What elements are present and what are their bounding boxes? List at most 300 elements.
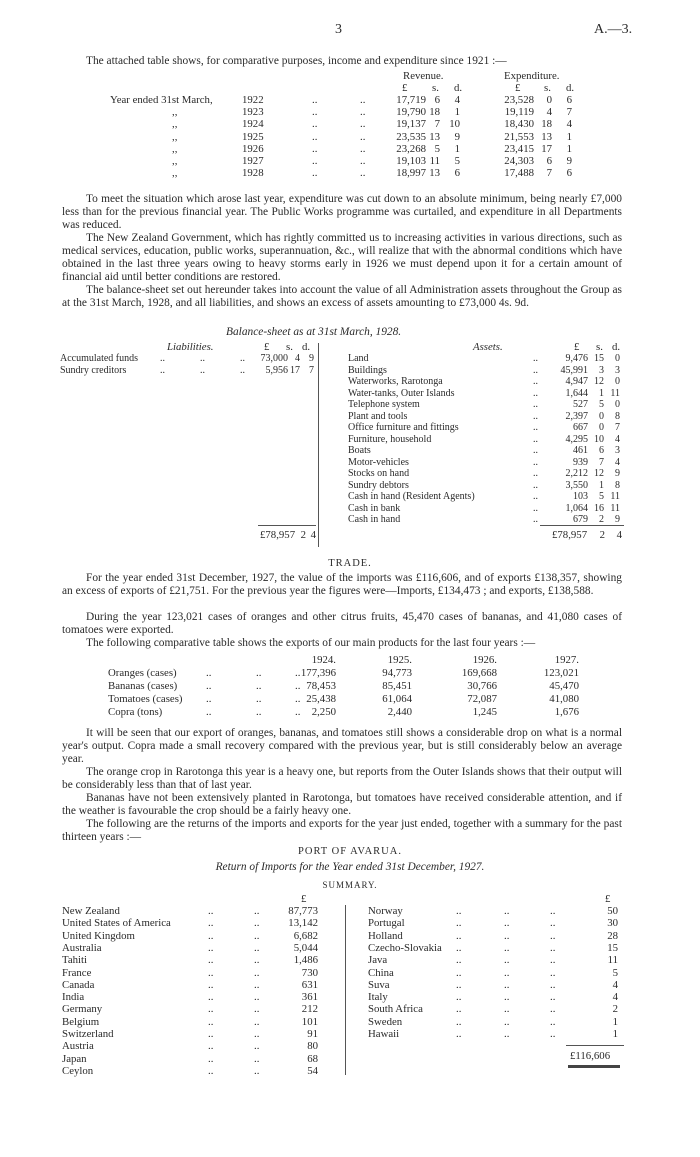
import-country: Germany — [62, 1003, 103, 1016]
asset-pounds: 667 — [573, 422, 588, 433]
import-country: New Zealand — [62, 905, 120, 917]
import-value: 30 — [607, 917, 618, 930]
expenditure-shillings: 4 — [546, 106, 552, 119]
leader-dots: .. — [312, 118, 318, 131]
leader-dots: .. — [550, 1003, 556, 1016]
unit-shilling: s. — [544, 82, 551, 94]
leader-dots: .. — [456, 929, 462, 942]
asset-pounds: 939 — [573, 456, 588, 468]
revenue-pence: 5 — [454, 155, 460, 167]
leader-dots: .. — [533, 353, 538, 364]
leader-dots: .. — [254, 991, 260, 1004]
import-country: France — [62, 966, 92, 979]
leader-dots: .. — [360, 167, 366, 180]
asset-pence: 11 — [610, 491, 620, 502]
leader-dots: .. — [254, 929, 260, 942]
unit-pound: £ — [402, 82, 408, 94]
leader-dots: .. — [208, 991, 214, 1004]
imports-title: Return of Imports for the Year ended 31st December, 1927. — [215, 861, 485, 873]
expenditure-pence: 9 — [566, 155, 572, 167]
revenue-pence: 1 — [454, 106, 460, 119]
unit-pound: £ — [264, 341, 270, 353]
asset-pounds: 1,644 — [565, 387, 588, 399]
asset-pence: 3 — [615, 445, 620, 456]
import-value: 6,682 — [293, 929, 318, 942]
revenue-shillings: 11 — [429, 155, 440, 167]
asset-shillings: 1 — [599, 479, 604, 491]
leader-dots: .. — [208, 966, 214, 979]
asset-name: Cash in hand — [348, 514, 401, 525]
leader-dots: .. — [254, 1064, 260, 1077]
leader-dots: .. — [295, 680, 301, 692]
import-value: 68 — [307, 1052, 318, 1065]
import-value: 87,773 — [288, 905, 318, 917]
asset-pounds: 2,212 — [565, 468, 588, 479]
leader-dots: .. — [456, 1003, 462, 1016]
leader-dots: .. — [312, 167, 318, 180]
leader-dots: .. — [550, 966, 556, 979]
leader-dots: .. — [533, 514, 538, 525]
export-value: 72,087 — [467, 693, 497, 705]
liabilities-total-shillings: 2 — [300, 529, 306, 541]
year-label: Year ended 31st March, — [110, 94, 213, 106]
asset-shillings: 7 — [599, 456, 604, 468]
leader-dots: .. — [200, 364, 205, 376]
expenditure-pence: 1 — [566, 142, 572, 155]
asset-pence: 0 — [615, 353, 620, 364]
year: 1928 — [242, 167, 264, 180]
import-country: Switzerland — [62, 1028, 114, 1040]
exports-table — [0, 654, 700, 724]
asset-pounds: 3,550 — [565, 479, 588, 491]
trade-heading: TRADE. — [328, 558, 372, 569]
unit-pence: d. — [302, 341, 311, 353]
expenditure-pence: 6 — [566, 94, 572, 106]
revenue-pounds: 17,719 — [396, 94, 426, 106]
export-value: 41,080 — [549, 693, 579, 705]
expenditure-pounds: 21,553 — [504, 130, 534, 143]
income-expenditure-table — [0, 70, 700, 190]
import-country: India — [62, 991, 85, 1004]
asset-name: Office furniture and fittings — [348, 422, 459, 433]
asset-pence: 9 — [615, 514, 620, 525]
asset-name: Cash in hand (Resident Agents) — [348, 491, 475, 502]
asset-pounds: 103 — [573, 491, 588, 502]
export-value: 25,438 — [306, 693, 336, 705]
revenue-pence: 6 — [454, 167, 460, 180]
leader-dots: .. — [504, 1015, 510, 1028]
leader-dots: .. — [254, 1003, 260, 1016]
leader-dots: .. — [206, 667, 212, 679]
asset-pounds: 4,947 — [565, 376, 588, 387]
imports-total-double-rule — [568, 1065, 620, 1068]
asset-shillings: 5 — [599, 399, 604, 410]
import-value: 1,486 — [293, 954, 318, 967]
export-value: 78,453 — [306, 680, 336, 692]
unit-pence: d. — [612, 341, 621, 353]
import-country: Portugal — [368, 917, 405, 930]
leader-dots: .. — [254, 917, 260, 930]
expenditure-shillings: 6 — [546, 155, 552, 167]
leader-dots: .. — [550, 929, 556, 942]
export-year-header: 1924. — [311, 654, 336, 666]
asset-pence: 8 — [615, 479, 620, 491]
liability-pence: 9 — [309, 353, 314, 364]
revenue-shillings: 7 — [434, 118, 440, 131]
asset-shillings: 5 — [599, 491, 604, 502]
balance-sheet-title: Balance-sheet as at 31st March, 1928. — [226, 326, 402, 338]
leader-dots: .. — [550, 941, 556, 954]
leader-dots: .. — [160, 353, 165, 364]
leader-dots: .. — [208, 941, 214, 954]
leader-dots: .. — [254, 1052, 260, 1065]
import-country: Hawaii — [368, 1028, 400, 1040]
year: 1925 — [242, 130, 264, 143]
export-product-name: Tomatoes (cases) — [108, 693, 183, 705]
asset-pence: 0 — [615, 399, 620, 410]
export-value: 94,773 — [382, 667, 412, 679]
unit-pound-left: £ — [301, 893, 307, 905]
revenue-shillings: 13 — [429, 130, 440, 143]
import-value: 631 — [301, 978, 318, 991]
asset-pounds: 1,064 — [565, 502, 588, 514]
paragraph-expenditure: To meet the situation which arose last year, expenditure was cut down to an absolute minimum, being nearly £7,000 less than for the previous financial year. The Public Works programme was curtailed, and expenditure in all Departments was reduced. — [62, 193, 622, 231]
unit-pence: d. — [566, 82, 575, 94]
leader-dots: .. — [256, 667, 262, 679]
export-value: 1,245 — [472, 706, 497, 718]
leader-dots: .. — [504, 978, 510, 991]
import-value: 101 — [301, 1015, 318, 1028]
asset-pence: 8 — [615, 410, 620, 422]
asset-name: Plant and tools — [348, 410, 408, 422]
leader-dots: .. — [533, 387, 538, 399]
export-value: 169,668 — [461, 667, 497, 679]
leader-dots: .. — [456, 941, 462, 954]
revenue-pence: 10 — [449, 118, 460, 131]
balance-divider — [318, 343, 319, 547]
import-value: 1 — [612, 1028, 618, 1040]
imports-divider — [345, 905, 346, 1075]
revenue-pence: 9 — [454, 130, 460, 143]
paragraph-trade-values: For the year ended 31st December, 1927, the value of the imports was £116,606, and of exports £138,357, showing an excess of exports of £21,751. For the previous year the figures were—Imports, £134,473 ; and exports, £138,588. — [62, 572, 622, 597]
leader-dots: .. — [360, 142, 366, 155]
leader-dots: .. — [240, 353, 245, 364]
expenditure-shillings: 0 — [546, 94, 552, 106]
leader-dots: .. — [533, 364, 538, 376]
leader-dots: .. — [504, 1028, 510, 1040]
leader-dots: .. — [254, 941, 260, 954]
liabilities-total: £78,957 — [260, 529, 296, 541]
import-country: Java — [368, 954, 388, 967]
paragraph-cases-exported: During the year 123,021 cases of oranges and other citrus fruits, 45,470 cases of bananas, and 41,080 cases of tomatoes were exported. — [62, 611, 622, 636]
import-country: Ceylon — [62, 1064, 94, 1077]
asset-name: Waterworks, Rarotonga — [348, 376, 443, 387]
leader-dots: .. — [456, 954, 462, 967]
leader-dots: .. — [312, 94, 318, 106]
leader-dots: .. — [254, 1040, 260, 1053]
year: 1926 — [242, 142, 264, 155]
leader-dots: .. — [550, 1028, 556, 1040]
asset-pence: 4 — [615, 433, 620, 445]
leader-dots: .. — [312, 106, 318, 119]
liabilities-total-rule — [258, 525, 316, 526]
revenue-pence: 4 — [454, 94, 460, 106]
paragraph-drop: It will be seen that our export of oranges, bananas, and tomatoes still shows a considerable drop on what is a normal year's output. Copra made a small recovery compared with the previous year, but is still considerably below an average year. — [62, 727, 622, 765]
import-value: 80 — [307, 1040, 318, 1053]
export-value: 177,396 — [300, 667, 336, 679]
leader-dots: .. — [533, 410, 538, 422]
liabilities-heading: Liabilities. — [167, 341, 214, 353]
assets-total-shillings: 2 — [599, 529, 605, 541]
paragraph-nz-government: The New Zealand Government, which has rightly committed us to increasing activities in various directions, such as medical services, education, public works, superannuation, &c., will realize that with the abnormal conditions which have obtained in the last three years owing to heavy storms early in 1926 we must depend upon it for a certain amount of financial aid until better conditions are restored. — [62, 232, 622, 283]
leader-dots: .. — [208, 1015, 214, 1028]
import-country: Norway — [368, 905, 403, 917]
leader-dots: .. — [312, 142, 318, 155]
import-country: South Africa — [368, 1003, 423, 1016]
expenditure-shillings: 17 — [541, 142, 552, 155]
leader-dots: .. — [208, 929, 214, 942]
leader-dots: .. — [456, 978, 462, 991]
leader-dots: .. — [206, 706, 212, 718]
asset-pounds: 679 — [573, 514, 588, 525]
assets-total-pence: 4 — [616, 529, 622, 541]
import-country: Holland — [368, 929, 403, 942]
leader-dots: .. — [504, 966, 510, 979]
asset-shillings: 6 — [599, 445, 604, 456]
export-value: 45,470 — [549, 680, 579, 692]
import-value: 2 — [612, 1003, 618, 1016]
leader-dots: .. — [254, 1028, 260, 1040]
export-product-name: Oranges (cases) — [108, 667, 177, 679]
asset-pounds: 461 — [573, 445, 588, 456]
liability-shillings: 4 — [295, 353, 300, 364]
paragraph-balance-intro: The balance-sheet set out hereunder takes into account the value of all Administration assets throughout the Group as at the 31st March, 1928, and all liabilities, and shows an excess of assets amounting to £73,000 4s. 9d. — [62, 284, 622, 309]
import-value: 1 — [612, 1015, 618, 1028]
leader-dots: .. — [254, 1015, 260, 1028]
leader-dots: .. — [456, 1028, 462, 1040]
leader-dots: .. — [254, 966, 260, 979]
liability-name: Accumulated funds — [60, 353, 139, 364]
expenditure-pence: 6 — [566, 167, 572, 180]
asset-pence: 11 — [610, 502, 620, 514]
import-country: Suva — [368, 978, 390, 991]
leader-dots: .. — [504, 917, 510, 930]
import-country: United Kingdom — [62, 929, 135, 942]
asset-pounds: 45,991 — [560, 364, 588, 376]
leader-dots: .. — [208, 954, 214, 967]
asset-shillings: 1 — [599, 387, 604, 399]
asset-shillings: 10 — [594, 433, 604, 445]
leader-dots: .. — [533, 433, 538, 445]
year: 1924 — [242, 118, 264, 131]
leader-dots: .. — [533, 468, 538, 479]
expenditure-shillings: 7 — [546, 167, 552, 180]
import-value: 54 — [307, 1064, 318, 1077]
leader-dots: .. — [504, 941, 510, 954]
leader-dots: .. — [295, 667, 301, 679]
leader-dots: .. — [240, 364, 245, 376]
liability-pounds: 73,000 — [260, 353, 288, 364]
leader-dots: .. — [550, 1015, 556, 1028]
leader-dots: .. — [208, 1064, 214, 1077]
imports-total: £116,606 — [570, 1050, 611, 1062]
export-value: 30,766 — [467, 680, 497, 692]
asset-name: Sundry debtors — [348, 479, 409, 491]
paragraph-comparative-intro: The following comparative table shows the exports of our main products for the last four years :— — [86, 637, 536, 649]
asset-pence: 4 — [615, 456, 620, 468]
export-value: 85,451 — [382, 680, 412, 692]
asset-name: Stocks on hand — [348, 468, 410, 479]
import-country: Japan — [62, 1052, 87, 1065]
export-product-name: Copra (tons) — [108, 706, 163, 718]
expenditure-shillings: 13 — [541, 130, 552, 143]
ditto-mark: ,, — [172, 155, 178, 167]
import-value: 91 — [307, 1028, 318, 1040]
asset-shillings: 0 — [599, 410, 604, 422]
leader-dots: .. — [208, 1003, 214, 1016]
asset-name: Boats — [348, 445, 371, 456]
asset-name: Water-tanks, Outer Islands — [348, 387, 455, 399]
unit-pound: £ — [574, 341, 580, 353]
expenditure-pence: 1 — [566, 130, 572, 143]
import-value: 361 — [301, 991, 318, 1004]
leader-dots: .. — [360, 130, 366, 143]
leader-dots: .. — [360, 155, 366, 167]
import-country: Belgium — [62, 1015, 100, 1028]
import-value: 15 — [607, 941, 618, 954]
asset-pence: 3 — [615, 364, 620, 376]
leader-dots: .. — [550, 978, 556, 991]
imports-summary-table — [0, 893, 700, 1077]
export-product-name: Bananas (cases) — [108, 680, 178, 692]
asset-pounds: 9,476 — [565, 353, 588, 364]
revenue-pounds: 19,103 — [396, 155, 426, 167]
import-value: 4 — [612, 978, 618, 991]
import-country: Australia — [62, 941, 102, 954]
import-country: Austria — [62, 1040, 94, 1053]
leader-dots: .. — [208, 917, 214, 930]
leader-dots: .. — [504, 905, 510, 917]
revenue-shillings: 5 — [434, 142, 440, 155]
export-year-header: 1926. — [472, 654, 497, 666]
leader-dots: .. — [504, 954, 510, 967]
leader-dots: .. — [254, 954, 260, 967]
asset-pence: 0 — [615, 376, 620, 387]
asset-shillings: 15 — [594, 353, 604, 364]
leader-dots: .. — [254, 905, 260, 917]
leader-dots: .. — [295, 706, 301, 718]
asset-pence: 9 — [615, 468, 620, 479]
port-heading: PORT OF AVARUA. — [298, 846, 402, 857]
summary-heading: SUMMARY. — [322, 880, 378, 890]
leader-dots: .. — [456, 917, 462, 930]
leader-dots: .. — [312, 155, 318, 167]
leader-dots: .. — [456, 966, 462, 979]
asset-name: Furniture, household — [348, 433, 432, 445]
ditto-mark: ,, — [172, 106, 178, 119]
import-country: Canada — [62, 978, 95, 991]
unit-pence: d. — [454, 82, 463, 94]
leader-dots: .. — [256, 706, 262, 718]
import-country: Czecho-Slovakia — [368, 941, 442, 954]
leader-dots: .. — [295, 693, 301, 705]
leader-dots: .. — [360, 118, 366, 131]
unit-pound: £ — [515, 82, 521, 94]
ditto-mark: ,, — [172, 167, 178, 180]
leader-dots: .. — [533, 479, 538, 491]
asset-name: Telephone system — [348, 399, 420, 410]
expenditure-pence: 4 — [566, 118, 572, 131]
asset-name: Buildings — [348, 364, 387, 376]
leader-dots: .. — [256, 693, 262, 705]
export-value: 1,676 — [554, 706, 579, 718]
revenue-pounds: 18,997 — [396, 167, 426, 180]
import-value: 4 — [612, 991, 618, 1004]
asset-name: Motor-vehicles — [348, 456, 409, 468]
revenue-heading: Revenue. — [403, 70, 444, 82]
leader-dots: .. — [208, 1052, 214, 1065]
leader-dots: .. — [456, 991, 462, 1004]
export-value: 61,064 — [382, 693, 412, 705]
leader-dots: .. — [550, 991, 556, 1004]
import-value: 28 — [607, 929, 618, 942]
leader-dots: .. — [254, 978, 260, 991]
asset-name: Cash in bank — [348, 502, 401, 514]
year: 1923 — [242, 106, 264, 119]
unit-shilling: s. — [286, 341, 293, 353]
leader-dots: .. — [504, 929, 510, 942]
asset-pounds: 2,397 — [565, 410, 588, 422]
leader-dots: .. — [206, 680, 212, 692]
leader-dots: .. — [256, 680, 262, 692]
expenditure-pounds: 23,528 — [504, 94, 534, 106]
document-reference: A.—3. — [594, 22, 633, 37]
asset-shillings: 12 — [594, 468, 604, 479]
liability-name: Sundry creditors — [60, 364, 127, 376]
leader-dots: .. — [533, 376, 538, 387]
import-country: Sweden — [368, 1015, 403, 1028]
liability-pence: 7 — [309, 364, 314, 376]
leader-dots: .. — [533, 399, 538, 410]
leader-dots: .. — [208, 1040, 214, 1053]
leader-dots: .. — [200, 353, 205, 364]
asset-name: Land — [348, 353, 369, 364]
revenue-shillings: 6 — [434, 94, 440, 106]
revenue-pounds: 19,790 — [396, 106, 426, 119]
expenditure-pence: 7 — [566, 106, 572, 119]
asset-pounds: 4,295 — [565, 433, 588, 445]
leader-dots: .. — [208, 978, 214, 991]
leader-dots: .. — [504, 1003, 510, 1016]
asset-pence: 11 — [610, 387, 620, 399]
unit-pound-right: £ — [605, 893, 611, 905]
leader-dots: .. — [533, 491, 538, 502]
leader-dots: .. — [550, 954, 556, 967]
liability-shillings: 17 — [290, 364, 300, 376]
leader-dots: .. — [550, 905, 556, 917]
leader-dots: .. — [504, 991, 510, 1004]
year: 1927 — [242, 155, 264, 167]
liability-pounds: 5,956 — [265, 364, 288, 376]
asset-shillings: 3 — [599, 364, 604, 376]
leader-dots: .. — [160, 364, 165, 376]
assets-total: £78,957 — [552, 529, 588, 541]
asset-pence: 7 — [615, 422, 620, 433]
revenue-pounds: 23,535 — [396, 130, 426, 143]
import-value: 212 — [301, 1003, 318, 1016]
liabilities-total-pence: 4 — [310, 529, 316, 541]
asset-shillings: 2 — [599, 514, 604, 525]
